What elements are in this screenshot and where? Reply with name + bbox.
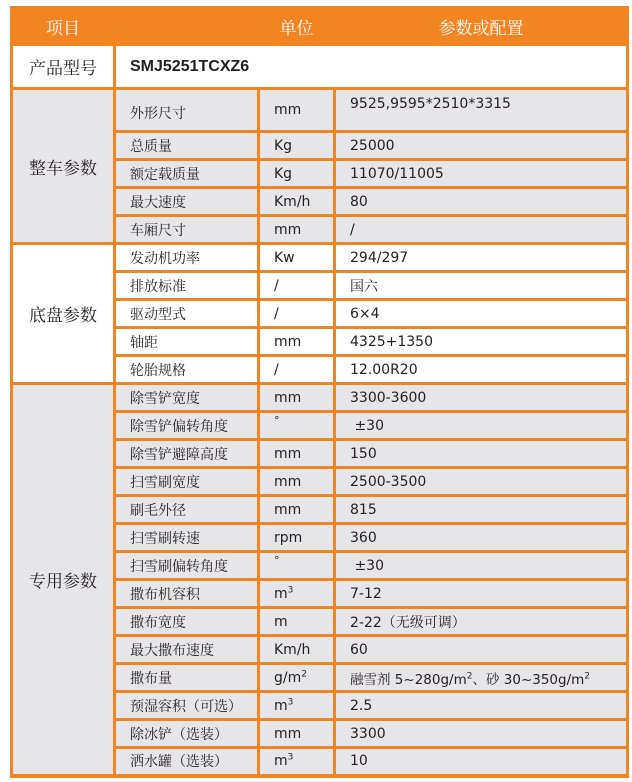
param-value: 7-12 [335,580,628,608]
param-unit: / [259,356,335,384]
param-unit: mm [259,440,335,468]
unit-superscript: 3 [287,696,294,707]
param-value-text: ±30 [354,417,384,434]
param-value: 10 [335,748,628,776]
header-value: 参数或配置 [335,8,628,45]
param-name: 轴距 [115,328,259,356]
table-row [12,244,628,272]
param-name: 最大速度 [115,188,259,216]
param-unit [259,552,335,580]
param-unit: Km/h [259,636,335,664]
param-value: 2500-3500 [335,468,628,496]
param-unit [259,580,335,608]
param-name: 轮胎规格 [115,356,259,384]
unit-base: m [274,753,288,770]
value-superscript: 2 [584,671,591,681]
group-label-chassis: 底盘参数 [12,244,115,384]
param-name: 发动机功率 [115,244,259,272]
param-name: 总质量 [115,132,259,160]
param-name: 除雪铲偏转角度 [115,412,259,440]
param-value: 360 [335,524,628,552]
param-value: / [335,216,628,244]
unit-superscript: 3 [287,752,294,763]
param-name: 排放标准 [115,272,259,300]
param-value: 294/297 [335,244,628,272]
param-unit [259,664,335,692]
param-value [335,552,628,580]
param-value: 150 [335,440,628,468]
param-value-text: ±30 [354,557,384,574]
param-name: 最大撒布速度 [115,636,259,664]
param-value: 4325+1350 [335,328,628,356]
param-name: 预湿容积（可选） [115,692,259,720]
param-value: 80 [335,188,628,216]
header-item: 项目 [12,8,115,45]
param-value: 3300-3600 [335,384,628,412]
param-name: 刷毛外径 [115,496,259,524]
unit-superscript: 3 [287,584,294,595]
param-value: 3300 [335,720,628,748]
param-name: 车厢尺寸 [115,216,259,244]
param-name: 撒布宽度 [115,608,259,636]
param-value: 9525,9595*2510*3315 [335,89,628,132]
degree-unit: ° [274,553,280,567]
param-unit: mm [259,216,335,244]
group-label-vehicle: 整车参数 [12,89,115,244]
param-unit: mm [259,89,335,132]
value-part: 融雪剂 5~280g/m [350,671,467,688]
param-unit: mm [259,496,335,524]
header-unit: 单位 [259,8,335,45]
param-unit: rpm [259,524,335,552]
param-name: 除雪铲宽度 [115,384,259,412]
param-value: 60 [335,636,628,664]
param-unit: m [259,608,335,636]
param-name: 扫雪刷偏转角度 [115,552,259,580]
header-spacer [115,8,259,45]
param-unit [259,412,335,440]
param-value [335,412,628,440]
param-name: 除冰铲（选装） [115,720,259,748]
unit-base: m [274,697,288,714]
param-value: 12.00R20 [335,356,628,384]
unit-superscript: 2 [301,668,307,679]
table-row [12,89,628,132]
param-unit: mm [259,720,335,748]
spec-table [10,6,629,778]
table-row [12,384,628,412]
param-name: 扫雪刷宽度 [115,468,259,496]
param-name: 除雪铲避障高度 [115,440,259,468]
param-unit: Kg [259,132,335,160]
param-name: 驱动型式 [115,300,259,328]
unit-base: m [274,585,288,602]
param-unit [259,692,335,720]
param-name: 洒水罐（选装） [115,748,259,776]
param-value: 11070/11005 [335,160,628,188]
param-value: 2.5 [335,692,628,720]
param-value: 2-22（无级可调） [335,608,628,636]
param-name: 撒布量 [115,664,259,692]
param-unit: / [259,272,335,300]
model-row [12,45,628,89]
param-unit: Kg [259,160,335,188]
param-name: 撒布机容积 [115,580,259,608]
param-value: 815 [335,496,628,524]
param-unit: Kw [259,244,335,272]
model-value: SMJ5251TCXZ6 [115,45,628,89]
param-unit [259,748,335,776]
value-part: 、砂 30~350g/m [472,671,585,688]
model-label: 产品型号 [12,45,115,89]
param-unit: mm [259,468,335,496]
param-value: 国六 [335,272,628,300]
param-name: 外形尺寸 [115,89,259,132]
param-name: 额定载质量 [115,160,259,188]
param-value [335,664,628,692]
param-unit: mm [259,384,335,412]
param-unit: Km/h [259,188,335,216]
param-name: 扫雪刷转速 [115,524,259,552]
degree-unit: ° [274,413,280,427]
param-value: 25000 [335,132,628,160]
param-unit: / [259,300,335,328]
unit-base: g/m [274,669,302,686]
value-superscript: 2 [466,671,473,681]
param-value: 6×4 [335,300,628,328]
param-unit: mm [259,328,335,356]
table-header-row [12,8,628,45]
group-label-special: 专用参数 [12,384,115,776]
